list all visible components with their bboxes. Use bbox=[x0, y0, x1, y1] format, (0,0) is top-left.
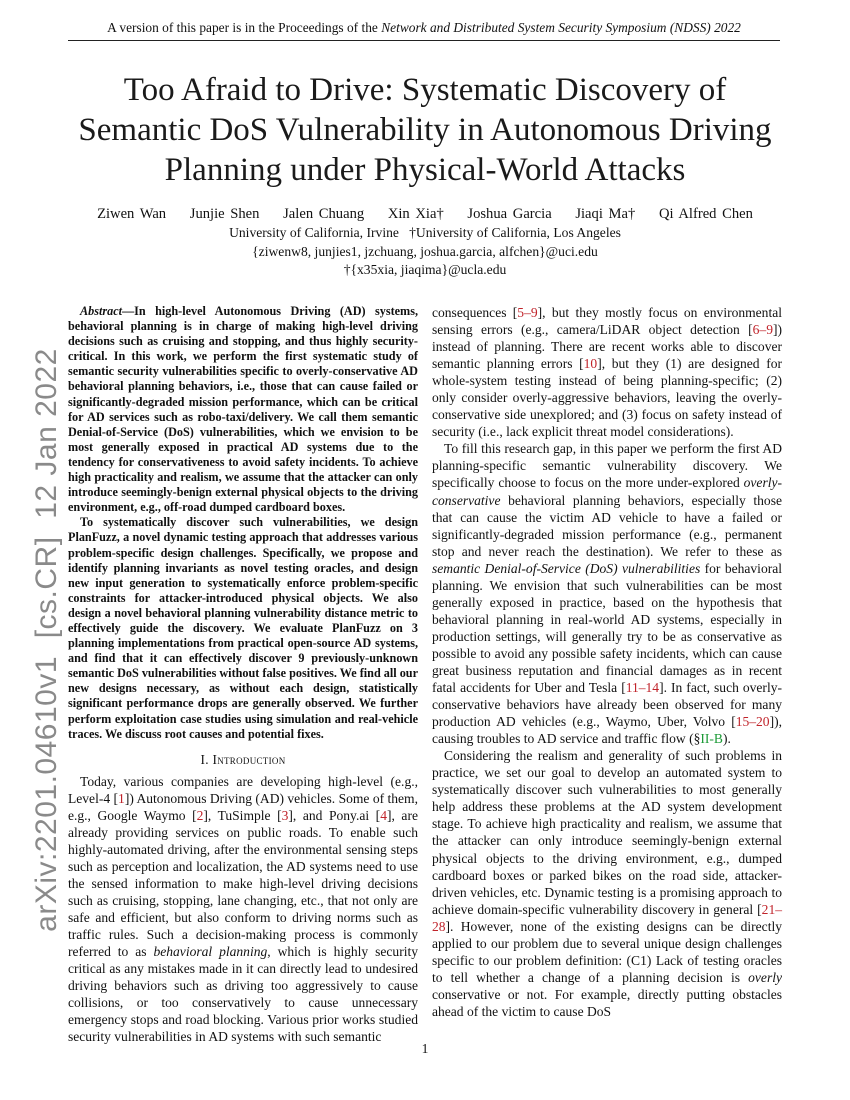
citation-link[interactable]: 21–28 bbox=[432, 901, 782, 934]
arxiv-identifier: arXiv:2201.04610v1 [cs.CR] 12 Jan 2022 bbox=[30, 348, 63, 932]
title-line-2: Semantic DoS Vulnerability in Autonomous Driving bbox=[78, 112, 772, 148]
author: Jiaqi Ma† bbox=[575, 206, 636, 222]
citation-link[interactable]: 4 bbox=[380, 807, 387, 823]
text: ]), causing troubles to AD service and traffic flow (§ bbox=[432, 714, 782, 747]
emphasis: overly-conservative bbox=[432, 475, 782, 508]
citation-link[interactable]: 6–9 bbox=[752, 322, 773, 338]
right-paragraph-1 bbox=[432, 304, 782, 440]
text: ]) Autonomous Driving (AD) vehicles. Some of them, e.g., Google Waymo [ bbox=[68, 790, 418, 823]
citation-link[interactable]: 10 bbox=[583, 356, 598, 372]
abstract-text-1: —In high-level Autonomous Driving (AD) systems, behavioral planning is in charge of making high-level driving decisions such as cruising and stopping, and thus highly security-critical. In this work, we perform the first systematic study of semantic security vulnerabilities specific to overly-conservative AD behavioral planning behaviors, i.e., those that can cause failed or significantly-degraded mission performance, which can be critical for AD services such as robo-taxi/delivery. We call them semantic Denial-of-Service (DoS) vulnerabilities, which we envision to be most generally exposed in practical AD systems due to the tendency for conservativeness to avoid safety incidents. To achieve high practicality and realism, we assume that the attacker can only introduce seemingly-benign external physical objects to the driving environment, e.g., off-road dumped cardboard boxes. bbox=[68, 304, 418, 515]
citation-link[interactable]: 2 bbox=[196, 807, 204, 823]
email-line-ucla: †{x35xia, jiaqima}@ucla.edu bbox=[343, 262, 507, 277]
emphasis: semantic Denial-of-Service (DoS) vulnerabilities bbox=[432, 560, 701, 576]
citation-link[interactable]: 15–20 bbox=[735, 714, 770, 730]
author: Junjie Shen bbox=[189, 206, 260, 222]
title-line-3: Planning under Physical-World Attacks bbox=[164, 152, 686, 188]
text: To fill this research gap, in this paper we perform the first AD planning-specific semantic vulnerability discovery. We specifically choose to focus on the more under-explored bbox=[432, 441, 782, 491]
email-line-uci: {ziwenw8, junjies1, jzchuang, joshua.garcia, alfchen}@uci.edu bbox=[252, 244, 598, 259]
text: consequences [ bbox=[432, 305, 518, 320]
citation-link[interactable]: 11–14 bbox=[625, 680, 660, 696]
abstract-paragraph-1 bbox=[68, 304, 418, 515]
section-heading-introduction: I. Introduction bbox=[200, 751, 286, 767]
page-number: 1 bbox=[421, 1041, 429, 1056]
intro-paragraph-1 bbox=[68, 773, 418, 1046]
affiliation-line: University of California, Irvine †University of California, Los Angeles bbox=[229, 225, 621, 240]
right-paragraph-2 bbox=[432, 440, 782, 747]
citation-link[interactable]: 1 bbox=[118, 790, 125, 806]
left-column bbox=[68, 304, 418, 1046]
header-prefix: A version of this paper is in the Proceedings of the bbox=[107, 20, 378, 35]
text: behavioral planning behaviors, especially those that can cause the victim AD vehicle to have a failed or significantly-degraded mission performance (e.g., permanent stop and never reach the destination). We refer to these as bbox=[432, 492, 782, 559]
text: ], but they (1) are designed for whole-system testing instead of being planning-specific; (2) only consider overly-aggressive behaviors, leaving the overly-conservative side unexplored; and (3) focus on safety instead of security (i.e., lack explicit threat model considerations). bbox=[432, 356, 782, 440]
abstract bbox=[68, 304, 418, 742]
author: Qi Alfred Chen bbox=[658, 206, 753, 222]
citation-link[interactable]: 3 bbox=[281, 807, 289, 823]
title-line-1: Too Afraid to Drive: Systematic Discovery of bbox=[123, 72, 727, 108]
right-paragraph-3 bbox=[432, 747, 782, 1020]
text: ], TuSimple [ bbox=[203, 807, 282, 823]
text: ], but they mostly focus on environmental sensing errors (e.g., camera/LiDAR object detection [ bbox=[432, 305, 783, 338]
author: Xin Xia† bbox=[387, 206, 444, 222]
author: Ziwen Wan bbox=[97, 206, 167, 222]
text: ]. In fact, such overly-conservative behaviors have already been observed for many production AD vehicles (e.g., Waymo, Uber, Volvo [ bbox=[432, 680, 782, 730]
author-list bbox=[60, 205, 790, 223]
text: , which is highly security critical as any mistakes made in it can directly lead to undesired driving behaviors such as driving too aggressively to cause collisions, or too conservatively to cause unnecessary emergency stops and road blocking. Various prior works studied security vulnerabilities in AD systems with such semantic bbox=[68, 944, 419, 1045]
text: for behavioral planning. We envision that such vulnerabilities can be most generally exposed in practice, based on the hypothesis that behavioral planning in real-world AD systems, especially in production settings, will generally try to be as conservative as possible to avoid any possible safety incidents, which can cause great business reputation and financial damages as in recent fatal accidents for Uber and Tesla [ bbox=[432, 560, 783, 696]
abstract-paragraph-2: To systematically discover such vulnerabilities, we design PlanFuzz, a novel dynamic testing approach that addresses various problem-specific design challenges. Specifically, we propose and identify planning invariants as novel testing oracles, and design new input generation to systematically enforce problem-specific constraints for attacker-introduced physical objects. We also design a novel behavioral planning vulnerability distance metric to effectively guide the discovery. We evaluate PlanFuzz on 3 planning implementations from practical open-source AD systems, and find that it can effectively discover 9 previously-unknown semantic DoS vulnerabilities without false positives. We find all our new designs necessary, as without each design, statistically significant performance drops are generally observed. We further perform exploitation case studies using simulation and real-vehicle traces. We discuss root causes and potential fixes. bbox=[68, 515, 418, 741]
section-reference-link[interactable]: II-B bbox=[700, 731, 723, 747]
text: ]. However, none of the existing designs can be directly applied to our problem due to several unique design challenges specific to our problem definition: (C1) Lack of testing oracles to tell whether a change of a planning decision is bbox=[432, 918, 782, 985]
text: Considering the realism and generality of such problems in practice, we set our goal to develop an automated system to systematically discover such vulnerabilities to most generally help address these problems at the AD system development stage. To achieve high practicality and realism, we assume that the attacker can only introduce seemingly-benign external physical objects to the driving environment, e.g., dumped cardboard boxes or parked bikes on the road side, attacker-driven vehicles, etc. Dynamic testing is a promising approach to achieve domain-specific vulnerability discovery in general [ bbox=[432, 748, 782, 917]
author: Joshua Garcia bbox=[467, 206, 552, 222]
abstract-label: Abstract bbox=[80, 304, 122, 318]
text: Today, various companies are developing high-level (e.g., Level-4 [ bbox=[68, 773, 418, 806]
emphasis: overly bbox=[748, 969, 782, 985]
header-venue: Network and Distributed System Security Symposium (NDSS) 2022 bbox=[381, 20, 741, 35]
text: ]) instead of planning. There are recent works able to discover semantic planning errors [ bbox=[432, 322, 782, 372]
right-column bbox=[432, 304, 782, 1020]
text: ], are already providing services on public roads. To enable such highly-automated driving, after the environmental sensing steps such as perception and localization, the AD systems need to use the sensed information to make high-level driving decisions such as cruising, stopping, lane changing, etc., that not only are safe and efficient, but also conform to driving norms such as traffic rules. Such a decision-making process is commonly referred to as bbox=[68, 807, 418, 960]
text: conservative or not. For example, directly putting obstacles ahead of the victim to cause DoS bbox=[432, 986, 782, 1019]
emphasis: behavioral planning bbox=[153, 944, 268, 960]
text: ). bbox=[722, 731, 731, 747]
author: Jalen Chuang bbox=[283, 206, 365, 222]
running-header bbox=[68, 19, 780, 41]
citation-link[interactable]: 5–9 bbox=[517, 305, 538, 320]
paper-title bbox=[40, 70, 810, 190]
text: ], and Pony.ai [ bbox=[288, 807, 381, 823]
